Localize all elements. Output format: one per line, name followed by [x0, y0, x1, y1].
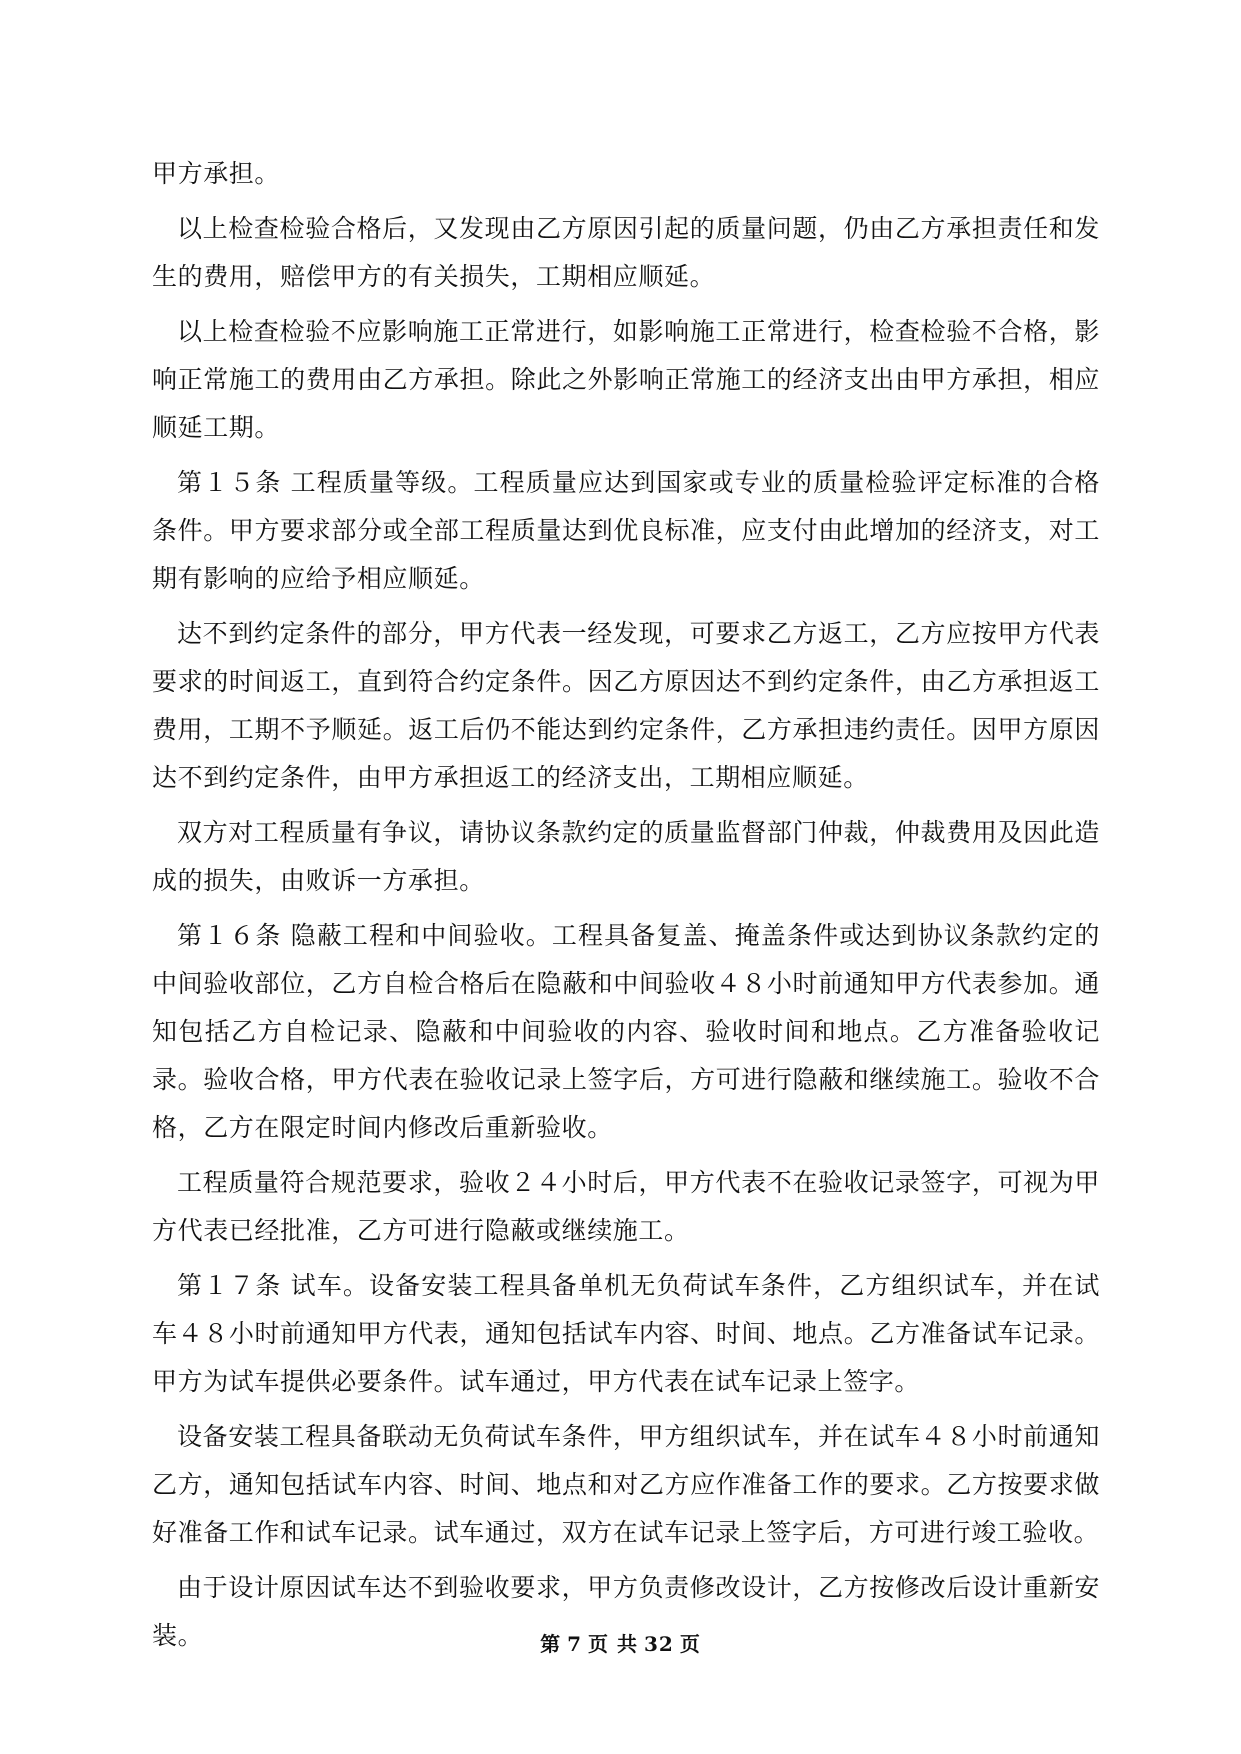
paragraph-2: 以上检查检验合格后，又发现由乙方原因引起的质量问题，仍由乙方承担责任和发生的费用，赔偿甲方的有关损失，工期相应顺延。	[152, 214, 1100, 291]
footer-suffix: 页	[679, 1632, 701, 1656]
paragraph-11: 由于设计原因试车达不到验收要求，甲方负责修改设计，乙方按修改后设计重新安装。	[152, 1573, 1100, 1650]
paragraph-1: 甲方承担。	[152, 159, 281, 188]
paragraph-article-17: 第１７条 试车。设备安装工程具备单机无负荷试车条件，乙方组织试车，并在试车４８小时前通知甲方代表，通知包括试车内容、时间、地点。乙方准备试车记录。甲方为试车提供必要条件。试车通过，甲方代表在试车记录上签字。	[152, 1271, 1100, 1396]
paragraph-8: 工程质量符合规范要求，验收２４小时后，甲方代表不在验收记录签字，可视为甲方代表已经批准，乙方可进行隐蔽或继续施工。	[152, 1168, 1100, 1245]
paragraph-3: 以上检查检验不应影响施工正常进行，如影响施工正常进行，检查检验不合格，影响正常施工的费用由乙方承担。除此之外影响正常施工的经济支出由甲方承担，相应顺延工期。	[152, 317, 1100, 442]
total-pages: 32	[644, 1632, 674, 1656]
footer-middle: 页 共	[588, 1632, 639, 1656]
page-number: 7	[567, 1632, 583, 1656]
paragraph-5: 达不到约定条件的部分，甲方代表一经发现，可要求乙方返工，乙方应按甲方代表要求的时间返工，直到符合约定条件。因乙方原因达不到约定条件，由乙方承担返工费用，工期不予顺延。返工后仍不能达到约定条件，乙方承担违约责任。因甲方原因达不到约定条件，由甲方承担返工的经济支出，工期相应顺延。	[152, 619, 1100, 792]
document-body	[152, 150, 1100, 1667]
footer-prefix: 第	[540, 1632, 562, 1656]
paragraph-6: 双方对工程质量有争议，请协议条款约定的质量监督部门仲裁，仲裁费用及因此造成的损失，由败诉一方承担。	[152, 818, 1100, 895]
paragraph-article-15: 第１５条 工程质量等级。工程质量应达到国家或专业的质量检验评定标准的合格条件。甲方要求部分或全部工程质量达到优良标准，应支付由此增加的经济支，对工期有影响的应给予相应顺延。	[152, 468, 1100, 593]
page-footer	[0, 1628, 1241, 1657]
paragraph-10: 设备安装工程具备联动无负荷试车条件，甲方组织试车，并在试车４８小时前通知乙方，通知包括试车内容、时间、地点和对乙方应作准备工作的要求。乙方按要求做好准备工作和试车记录。试车通过，双方在试车记录上签字后，方可进行竣工验收。	[152, 1422, 1100, 1547]
paragraph-article-16: 第１６条 隐蔽工程和中间验收。工程具备复盖、掩盖条件或达到协议条款约定的中间验收部位，乙方自检合格后在隐蔽和中间验收４８小时前通知甲方代表参加。通知包括乙方自检记录、隐蔽和中间验收的内容、验收时间和地点。乙方准备验收记录。验收合格，甲方代表在验收记录上签字后，方可进行隐蔽和继续施工。验收不合格，乙方在限定时间内修改后重新验收。	[152, 921, 1100, 1142]
